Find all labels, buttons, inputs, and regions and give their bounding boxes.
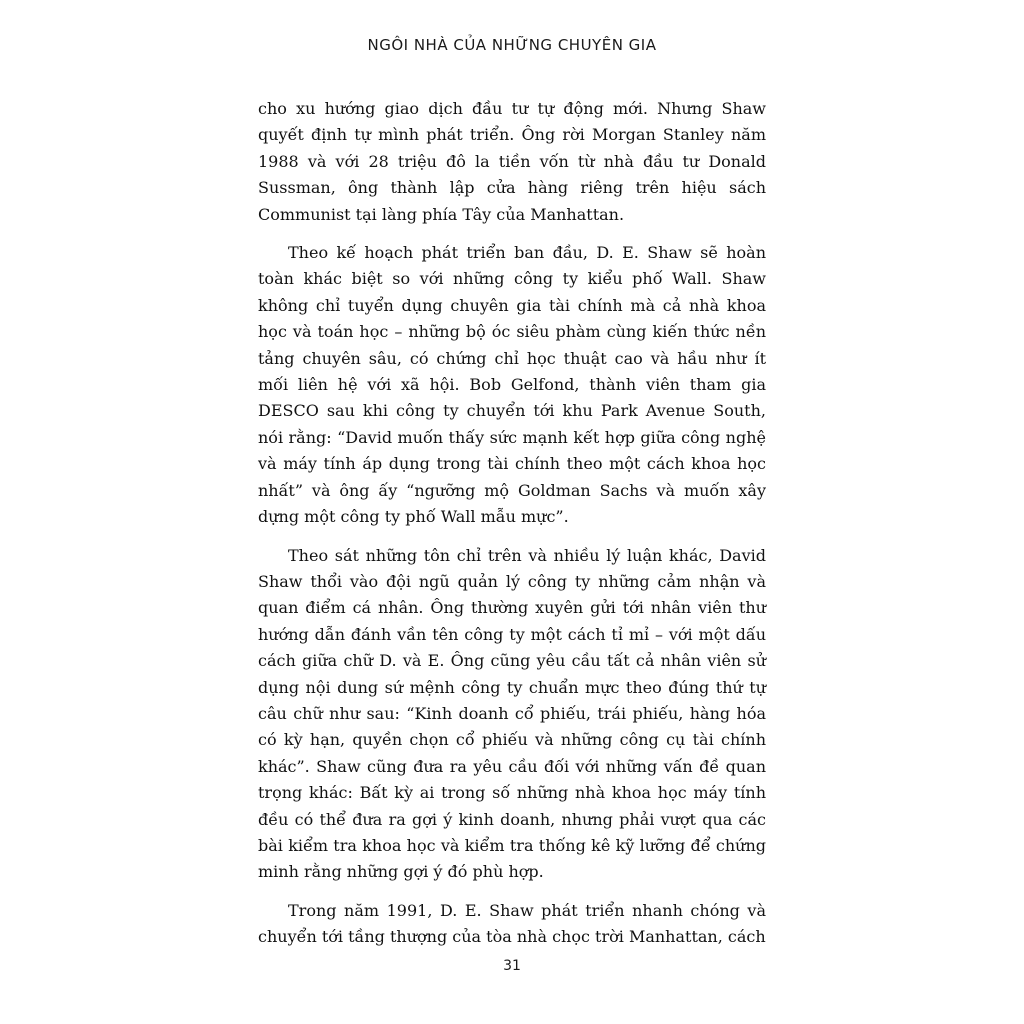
paragraph-2: Theo kế hoạch phát triển ban đầu, D. E. Shaw sẽ hoàn toàn khác biệt so với những công ty kiểu phố Wall. Shaw không chỉ tuyển dụng chuyên gia tài chính mà cả nhà khoa học và toán học – những bộ óc siêu phàm cùng kiến thức nền tảng chuyên sâu, có chứng chỉ học thuật cao và hầu như ít mối liên hệ với xã hội. Bob Gelfond, thành viên tham gia DESCO sau khi công ty chuyển tới khu Park Avenue South, nói rằng: “David muốn thấy sức mạnh kết hợp giữa công nghệ và máy tính áp dụng trong tài chính theo một cách khoa học nhất” và ông ấy “ngưỡng mộ Goldman Sachs và muốn xây dựng một công ty phố Wall mẫu mực”. [258, 243, 766, 527]
running-header: NGÔI NHÀ CỦA NHỮNG CHUYÊN GIA [367, 36, 657, 54]
paragraph-4: Trong năm 1991, D. E. Shaw phát triển nhanh chóng và chuyển tới tầng thượng của tòa nhà chọc trời Manhattan, cách [258, 900, 766, 947]
body-text [258, 96, 766, 963]
page-number: 31 [503, 958, 521, 974]
paragraph-1: cho xu hướng giao dịch đầu tư tự động mới. Nhưng Shaw quyết định tự mình phát triển. Ông rời Morgan Stanley năm 1988 và với 28 triệu đô la tiền vốn từ nhà đầu tư Donald Sussman, ông thành lập cửa hàng riêng trên hiệu sách Communist tại làng phía Tây của Manhattan. [258, 99, 766, 224]
paragraph-3: Theo sát những tôn chỉ trên và nhiều lý luận khác, David Shaw thổi vào đội ngũ quản lý công ty những cảm nhận và quan điểm cá nhân. Ông thường xuyên gửi tới nhân viên thư hướng dẫn đánh vần tên công ty một cách tỉ mỉ – với một dấu cách giữa chữ D. và E. Ông cũng yêu cầu tất cả nhân viên sử dụng nội dung sứ mệnh công ty chuẩn mực theo đúng thứ tự câu chữ như sau: “Kinh doanh cổ phiếu, trái phiếu, hàng hóa có kỳ hạn, quyền chọn cổ phiếu và những công cụ tài chính khác”. Shaw cũng đưa ra yêu cầu đối với những vấn đề quan trọng khác: Bất kỳ ai trong số những nhà khoa học máy tính đều có thể đưa ra gợi ý kinh doanh, nhưng phải vượt qua các bài kiểm tra khoa học và kiểm tra thống kê kỹ lưỡng để chứng minh rằng những gợi ý đó phù hợp. [258, 545, 766, 882]
